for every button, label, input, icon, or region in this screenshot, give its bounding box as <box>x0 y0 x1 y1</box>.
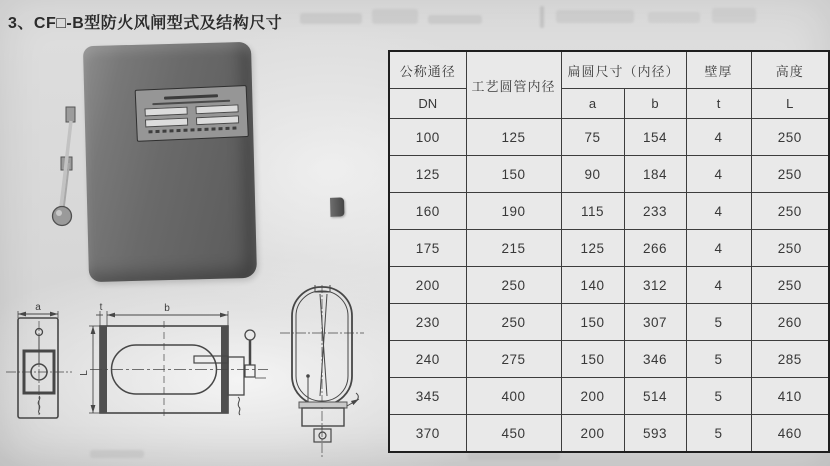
cell-t: 4 <box>686 193 751 230</box>
cell-l: 260 <box>751 304 829 341</box>
cell-l: 410 <box>751 378 829 415</box>
cell-a: 75 <box>561 119 624 156</box>
dimension-table <box>388 50 830 453</box>
lever-handle <box>38 103 102 259</box>
cell-t: 4 <box>686 230 751 267</box>
header-l-symbol: L <box>751 89 829 119</box>
header-nominal-diameter: 公称通径 <box>389 51 466 89</box>
nameplate-text-bar <box>164 94 217 99</box>
scan-bleed-artifact <box>556 10 634 23</box>
scan-bleed-artifact <box>300 13 362 24</box>
nameplate-field-row <box>145 115 239 127</box>
cell-pipe-id: 125 <box>466 119 561 156</box>
cell-a: 200 <box>561 378 624 415</box>
dim-label-a: a <box>35 302 41 313</box>
cell-t: 4 <box>686 267 751 304</box>
cell-b: 266 <box>624 230 686 267</box>
cell-b: 154 <box>624 119 686 156</box>
dim-label-b: b <box>164 303 170 314</box>
cell-b: 593 <box>624 415 686 453</box>
cell-l: 460 <box>751 415 829 453</box>
header-a-symbol: a <box>561 89 624 119</box>
cell-pipe-id: 275 <box>466 341 561 378</box>
nameplate-text-bar <box>149 126 237 133</box>
table-row <box>389 230 829 267</box>
table-row <box>389 119 829 156</box>
scan-bleed-artifact <box>712 8 756 23</box>
cell-t: 4 <box>686 119 751 156</box>
cell-t: 4 <box>686 156 751 193</box>
table-row <box>389 193 829 230</box>
cell-t: 5 <box>686 304 751 341</box>
header-dn-symbol: DN <box>389 89 466 119</box>
table-row <box>389 415 829 453</box>
cell-pipe-id: 400 <box>466 378 561 415</box>
cell-b: 233 <box>624 193 686 230</box>
cell-l: 250 <box>751 156 829 193</box>
cell-pipe-id: 250 <box>466 267 561 304</box>
header-height: 高度 <box>751 51 829 89</box>
cell-pipe-id: 450 <box>466 415 561 453</box>
table-row <box>389 267 829 304</box>
cell-dn: 370 <box>389 415 466 453</box>
header-process-pipe-id: 工艺圆管内径 <box>466 51 561 119</box>
cell-dn: 100 <box>389 119 466 156</box>
cell-a: 200 <box>561 415 624 453</box>
cell-a: 90 <box>561 156 624 193</box>
side-view-drawing <box>79 302 268 419</box>
cell-l: 250 <box>751 230 829 267</box>
hinge-bracket <box>330 197 344 216</box>
product-photo <box>83 42 257 282</box>
scan-bleed-artifact <box>540 6 544 28</box>
header-b-symbol: b <box>624 89 686 119</box>
cell-a: 150 <box>561 341 624 378</box>
cell-pipe-id: 150 <box>466 156 561 193</box>
cell-l: 285 <box>751 341 829 378</box>
cell-dn: 200 <box>389 267 466 304</box>
cell-t: 5 <box>686 341 751 378</box>
header-t-symbol: t <box>686 89 751 119</box>
dim-label-t: t <box>99 302 103 313</box>
header-wall-thickness: 壁厚 <box>686 51 751 89</box>
cell-a: 125 <box>561 230 624 267</box>
cell-b: 514 <box>624 378 686 415</box>
cell-pipe-id: 190 <box>466 193 561 230</box>
cell-b: 312 <box>624 267 686 304</box>
table-row <box>389 378 829 415</box>
cell-dn: 240 <box>389 341 466 378</box>
header-flat-oval-group: 扁圆尺寸（内径） <box>561 51 686 89</box>
technical-drawings <box>0 285 400 466</box>
scan-bleed-artifact <box>372 9 418 24</box>
table-row <box>389 341 829 378</box>
table-row <box>389 304 829 341</box>
cell-b: 346 <box>624 341 686 378</box>
cell-l: 250 <box>751 193 829 230</box>
cell-l: 250 <box>751 267 829 304</box>
table-row <box>389 156 829 193</box>
cell-a: 140 <box>561 267 624 304</box>
cell-t: 5 <box>686 415 751 453</box>
end-view-drawing <box>280 285 364 457</box>
cell-a: 115 <box>561 193 624 230</box>
nameplate-field-row <box>145 104 239 116</box>
nameplate <box>135 85 249 142</box>
scan-bleed-artifact <box>648 12 700 23</box>
scan-bleed-artifact <box>468 452 560 460</box>
cell-dn: 125 <box>389 156 466 193</box>
front-view-drawing <box>6 302 72 418</box>
cell-dn: 345 <box>389 378 466 415</box>
cell-b: 184 <box>624 156 686 193</box>
cell-dn: 160 <box>389 193 466 230</box>
scan-bleed-artifact <box>428 15 482 24</box>
cell-dn: 175 <box>389 230 466 267</box>
cell-l: 250 <box>751 119 829 156</box>
cell-t: 5 <box>686 378 751 415</box>
page-title: 3、CF□-B型防火风闸型式及结构尺寸 <box>8 15 283 32</box>
cell-dn: 230 <box>389 304 466 341</box>
cell-a: 150 <box>561 304 624 341</box>
cell-b: 307 <box>624 304 686 341</box>
dim-label-height: L <box>79 370 90 376</box>
cell-pipe-id: 215 <box>466 230 561 267</box>
cell-pipe-id: 250 <box>466 304 561 341</box>
